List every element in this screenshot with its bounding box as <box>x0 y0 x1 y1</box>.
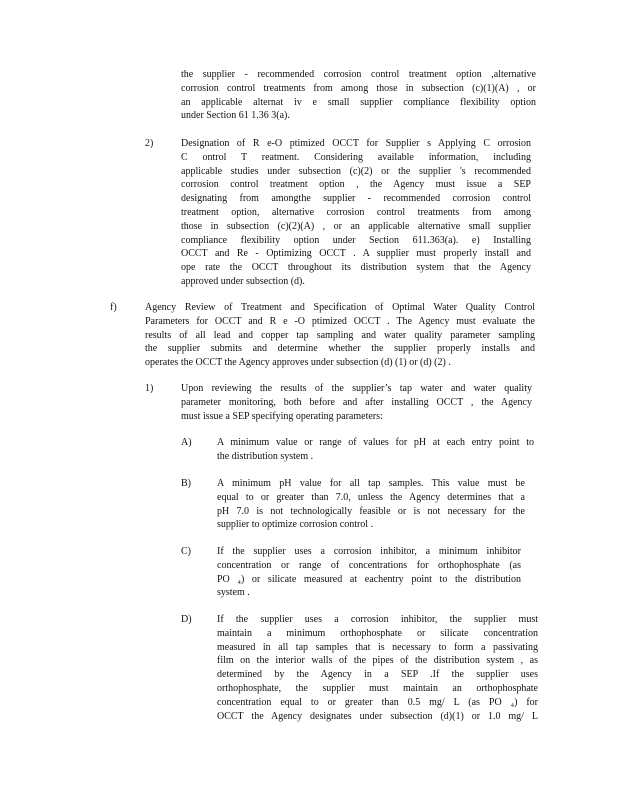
text-line: measured in all tap samples that is necessary to form a passivating <box>217 641 538 653</box>
text-line: designating from amongthe supplier - recommended corrosion control <box>181 193 531 205</box>
sub-b-label: B) <box>181 478 191 489</box>
text-line: supplier to optimize corrosion control . <box>217 519 374 531</box>
text-line: A minimum pH value for all tap samples. This value must be <box>217 478 525 489</box>
text-line: film on the interior walls of the pipes of the distribution system , as <box>217 655 538 667</box>
text-line: maintain a minimum orthophosphate or silicate concentration <box>217 627 538 639</box>
text-line: operates the OCCT the Agency approves under subsection (d) (1) or (d) (2) . <box>145 357 451 369</box>
text-line: the distribution system . <box>217 450 314 462</box>
sub-c-label: C) <box>181 546 191 557</box>
text-line: OCCT the Agency designates under subsection (d)(1) or 1.0 mg/ L <box>217 710 538 722</box>
text-line: If the supplier uses a corrosion inhibitor, the supplier must <box>217 614 538 625</box>
section-f-paragraph <box>145 301 535 370</box>
text-line: those in subsection (c)(2)(A) , or an applicable alternative small supplier <box>181 220 531 232</box>
text-line: If the supplier uses a corrosion inhibitor, a minimum inhibitor <box>217 546 521 557</box>
sub-c-paragraph <box>217 545 521 600</box>
text-line: concentration or range of concentrations for orthophosphate (as <box>217 559 521 571</box>
text-line: concentration equal to or greater than 0.5 mg/ L (as PO ₄) for <box>217 696 538 708</box>
text-line: applicable studies under subsection (c)(2) or the supplier 's recommended <box>181 165 531 177</box>
text-line: system . <box>217 587 250 599</box>
text-line: OCCT and Re - Optimizing OCCT . A supplier must properly install and <box>181 248 531 260</box>
sub-a-paragraph <box>217 436 534 464</box>
text-line: Parameters for OCCT and R e -O ptimized OCCT . The Agency must evaluate the <box>145 315 535 327</box>
text-line: under Section 61 1.36 3(a). <box>181 110 290 122</box>
text-line: the supplier - recommended corrosion control treatment option ,alternative <box>181 69 536 80</box>
text-line: C ontrol T reatment. Considering available information, including <box>181 151 531 163</box>
item-2-label: 2) <box>145 138 154 149</box>
sub-b-paragraph <box>217 477 525 532</box>
text-line: approved under subsection (d). <box>181 275 305 287</box>
intro-paragraph <box>181 68 536 123</box>
text-line: PO ₄) or silicate measured at eachentry point to the distribution <box>217 573 521 585</box>
text-line: pH 7.0 is not technologically feasible or is not necessary for the <box>217 505 525 517</box>
section-f-label: f) <box>110 302 117 313</box>
text-line: corrosion control treatment option , the Agency must issue a SEP <box>181 179 531 191</box>
text-line: treatment option, alternative corrosion control treatments from among <box>181 206 531 218</box>
text-line: Designation of R e-O ptimized OCCT for Supplier s Applying C orrosion <box>181 138 531 149</box>
item-1-paragraph <box>181 382 532 423</box>
text-line: an applicable alternat iv e small supplier compliance flexibility option <box>181 96 536 108</box>
text-line: equal to or greater than 7.0, unless the Agency determines that a <box>217 491 525 503</box>
text-line: orthophosphate, the supplier must maintain an orthophosphate <box>217 682 538 694</box>
item-2-paragraph <box>181 137 531 289</box>
text-line: parameter monitoring, both before and after installing OCCT , the Agency <box>181 396 532 408</box>
item-1-label: 1) <box>145 383 154 394</box>
text-line: compliance flexibility option under Section 611.363(a). e) Installing <box>181 234 531 246</box>
text-line: Agency Review of Treatment and Specification of Optimal Water Quality Control <box>145 302 535 313</box>
text-line: results of all lead and copper tap sampling and water quality parameter sampling <box>145 329 535 341</box>
text-line: corrosion control treatments from among those in subsection (c)(1)(A) , or <box>181 82 536 94</box>
text-line: the supplier submits and determine whether the supplier properly installs and <box>145 343 535 355</box>
text-line: must issue a SEP specifying operating parameters: <box>181 410 383 422</box>
text-line: ope rate the OCCT throughout its distribution system that the Agency <box>181 262 531 274</box>
text-line: determined by the Agency in a SEP .If the supplier uses <box>217 669 538 681</box>
sub-d-label: D) <box>181 614 192 625</box>
text-line: Upon reviewing the results of the supplier’s tap water and water quality <box>181 383 532 394</box>
text-line: A minimum value or range of values for pH at each entry point to <box>217 437 534 448</box>
sub-a-label: A) <box>181 437 192 448</box>
sub-d-paragraph <box>217 613 538 723</box>
